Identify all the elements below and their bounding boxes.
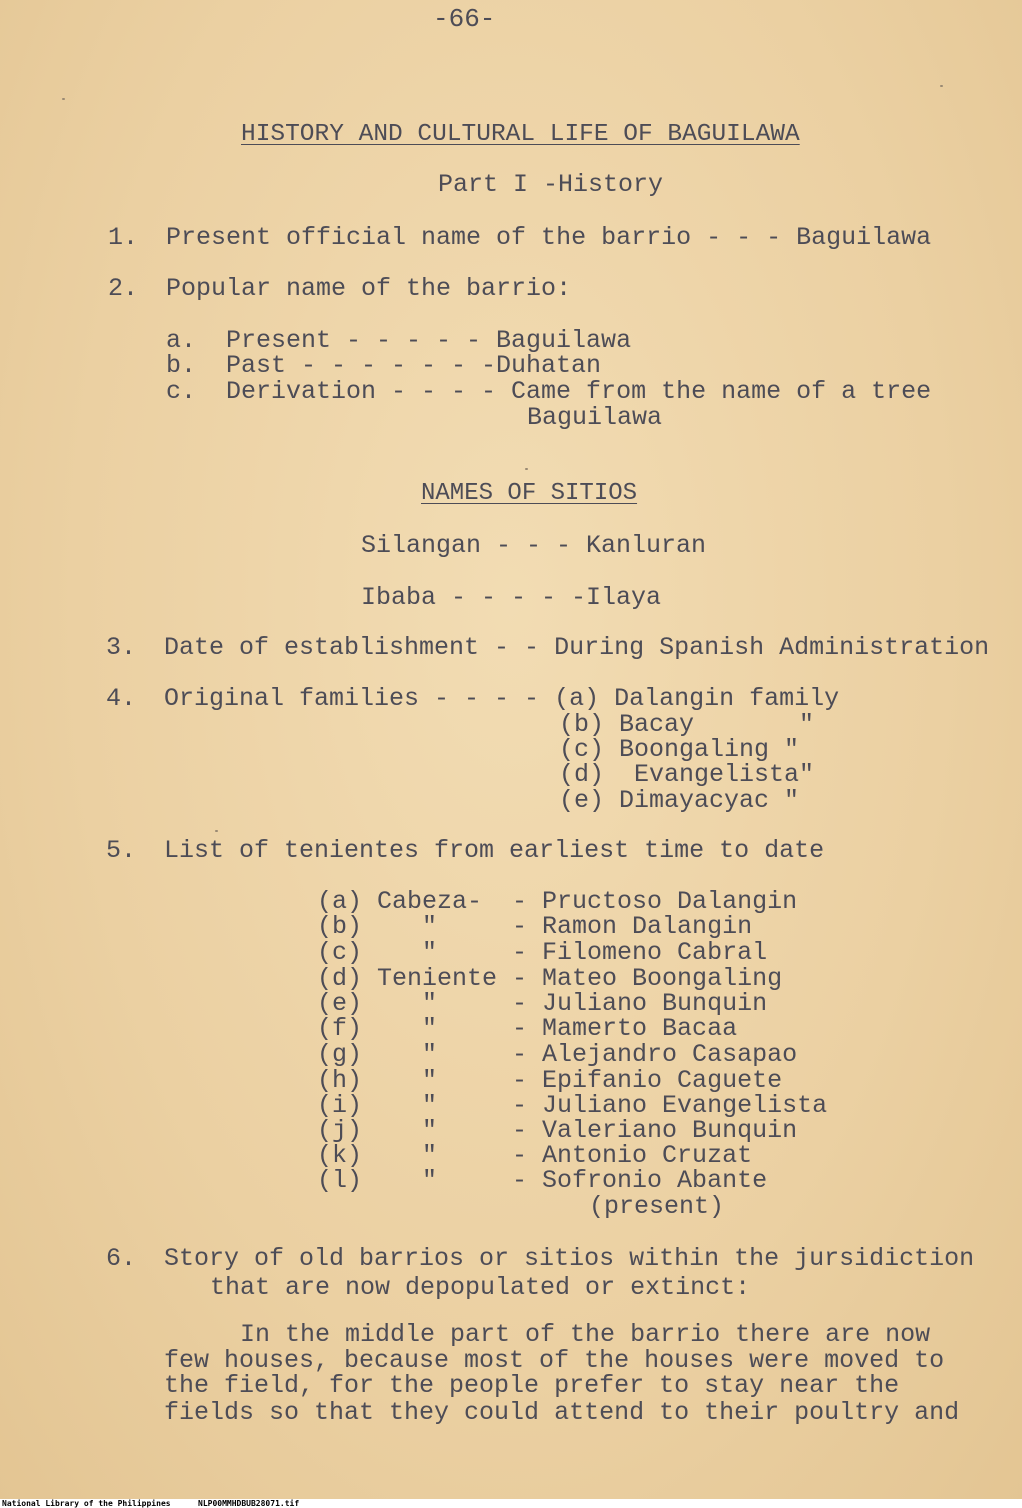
- teniente-f: (f) " - Mamerto Bacaa: [317, 1014, 738, 1043]
- paper-speck: [62, 98, 65, 100]
- item-2c-text: Derivation - - - - Came from the name of a tree: [226, 377, 932, 406]
- item-4-text: Original families - - - - (a) Dalangin family: [164, 684, 840, 713]
- item-3-text: Date of establishment - - During Spanish Administration: [164, 633, 990, 662]
- teniente-h: (h) " - Epifanio Caguete: [317, 1066, 783, 1095]
- item-2b-text: Past - - - - - - -Duhatan: [226, 351, 602, 380]
- paragraph-line-2: few houses, because most of the houses were moved to: [164, 1346, 945, 1375]
- document-title: HISTORY AND CULTURAL LIFE OF BAGUILAWA: [241, 121, 800, 148]
- item-3-number: 3.: [106, 633, 137, 662]
- item-2b-letter: b.: [166, 351, 197, 380]
- sitios-line-2: Ibaba - - - - -Ilaya: [361, 583, 662, 612]
- item-2-number: 2.: [108, 274, 139, 303]
- family-c: (c) Boongaling ": [559, 735, 800, 764]
- page-number: -66-: [433, 4, 496, 34]
- paper-speck: [525, 468, 528, 470]
- teniente-c: (c) " - Filomeno Cabral: [317, 938, 768, 967]
- teniente-l: (l) " - Sofronio Abante: [317, 1166, 768, 1195]
- teniente-g: (g) " - Alejandro Casapao: [317, 1040, 798, 1069]
- item-1-number: 1.: [108, 223, 139, 252]
- item-2a-text: Present - - - - - Baguilawa: [226, 326, 632, 355]
- family-e: (e) Dimayacyac ": [559, 786, 800, 815]
- item-1-text: Present official name of the barrio - - - Baguilawa: [166, 223, 932, 252]
- item-2c-letter: c.: [166, 377, 197, 406]
- teniente-i: (i) " - Juliano Evangelista: [317, 1091, 828, 1120]
- item-6-number: 6.: [106, 1244, 137, 1273]
- item-2c-continuation: Baguilawa: [527, 403, 663, 432]
- paper-speck: [215, 830, 218, 832]
- teniente-j: (j) " - Valeriano Bunquin: [317, 1116, 798, 1145]
- item-4-number: 4.: [106, 684, 137, 713]
- family-b: (b) Bacay ": [559, 710, 815, 739]
- item-2-text: Popular name of the barrio:: [166, 274, 572, 303]
- paper-speck: [940, 85, 943, 87]
- paragraph-line-1: In the middle part of the barrio there are now: [240, 1320, 931, 1349]
- teniente-k: (k) " - Antonio Cruzat: [317, 1141, 753, 1170]
- family-d: (d) Evangelista": [559, 760, 815, 789]
- paragraph-line-3: the field, for the people prefer to stay near the: [164, 1371, 900, 1400]
- teniente-a: (a) Cabeza- - Pructoso Dalangin: [317, 887, 798, 916]
- footer-library: National Library of the Philippines: [2, 1499, 171, 1508]
- footer-filename: NLP00MMHDBUB28071.tif: [198, 1499, 300, 1508]
- item-5-number: 5.: [106, 836, 137, 865]
- paragraph-line-4: fields so that they could attend to their poultry and: [164, 1398, 960, 1427]
- sitios-heading: NAMES OF SITIOS: [421, 480, 638, 507]
- sitios-line-1: Silangan - - - Kanluran: [361, 531, 707, 560]
- item-5-text: List of tenientes from earliest time to date: [164, 836, 825, 865]
- part-heading: Part I -History: [438, 170, 664, 199]
- teniente-b: (b) " - Ramon Dalangin: [317, 912, 753, 941]
- scan-footer: [0, 1499, 1022, 1508]
- item-6-continuation: that are now depopulated or extinct:: [210, 1273, 751, 1302]
- teniente-d: (d) Teniente - Mateo Boongaling: [317, 964, 783, 993]
- item-6-text: Story of old barrios or sitios within the jursidiction: [164, 1244, 975, 1273]
- teniente-e: (e) " - Juliano Bunquin: [317, 989, 768, 1018]
- item-2a-letter: a.: [166, 326, 197, 355]
- tenientes-note: (present): [589, 1192, 725, 1221]
